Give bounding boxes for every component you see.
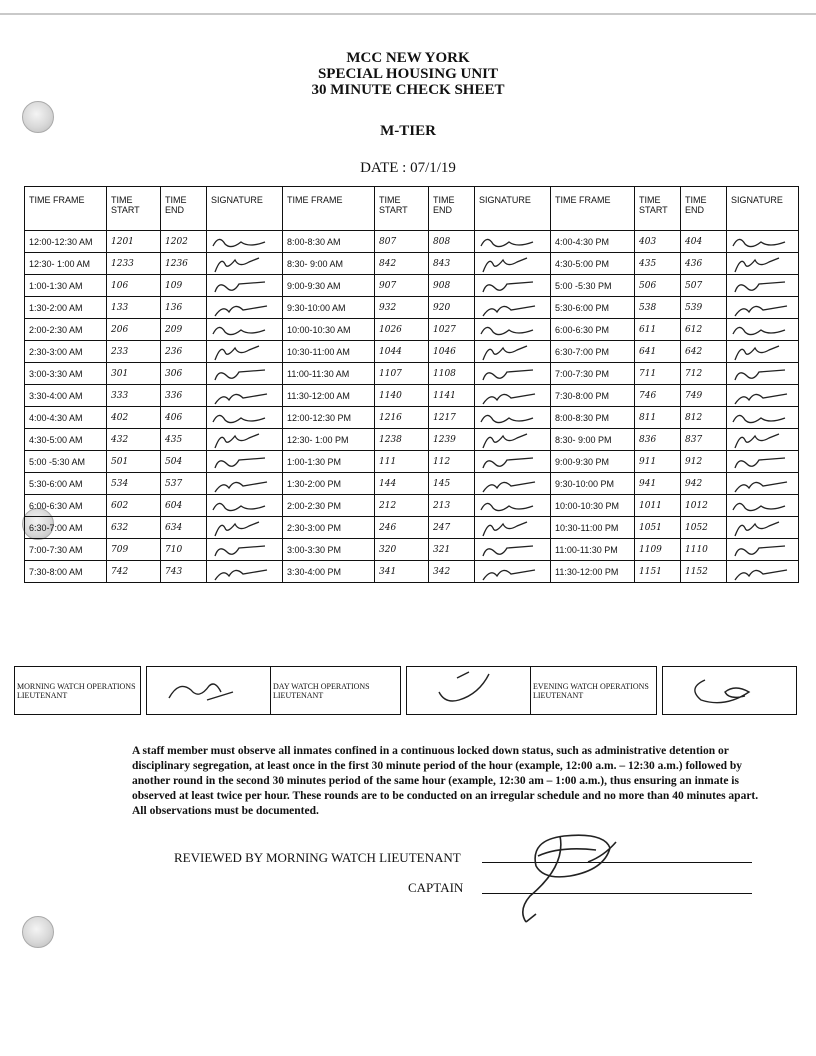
time-frame-cell: 4:30-5:00 AM <box>25 429 107 451</box>
time-end-cell[interactable]: 743 <box>161 561 207 583</box>
table-row <box>25 429 799 451</box>
signature-icon <box>477 298 541 318</box>
signature-cell[interactable] <box>727 495 799 517</box>
reviewed-by-label: REVIEWED BY MORNING WATCH LIEUTENANT <box>174 850 461 865</box>
signature-icon <box>477 232 541 252</box>
time-end-cell[interactable]: 604 <box>161 495 207 517</box>
punch-hole <box>22 916 54 948</box>
time-frame-cell: 12:00-12:30 PM <box>283 407 375 429</box>
time-start-cell[interactable]: 111 <box>375 451 429 473</box>
signature-cell[interactable] <box>727 561 799 583</box>
signature-icon <box>729 452 793 472</box>
col-time-end: TIME END <box>161 187 207 231</box>
time-start-cell[interactable]: 403 <box>635 231 681 253</box>
signature-cell[interactable] <box>475 341 551 363</box>
time-frame-cell: 7:00-7:30 PM <box>551 363 635 385</box>
table-row <box>25 319 799 341</box>
time-start-cell[interactable]: 1051 <box>635 517 681 539</box>
time-start-cell[interactable]: 711 <box>635 363 681 385</box>
signature-cell[interactable] <box>475 385 551 407</box>
time-end-cell[interactable]: 749 <box>681 385 727 407</box>
time-frame-cell: 5:30-6:00 AM <box>25 473 107 495</box>
time-end-cell[interactable]: 942 <box>681 473 727 495</box>
time-end-cell[interactable]: 710 <box>161 539 207 561</box>
time-start-cell[interactable]: 1109 <box>635 539 681 561</box>
col-signature: SIGNATURE <box>475 187 551 231</box>
time-end-cell[interactable]: 336 <box>161 385 207 407</box>
signature-icon <box>209 452 273 472</box>
time-start-cell[interactable]: 506 <box>635 275 681 297</box>
time-frame-cell: 8:30- 9:00 PM <box>551 429 635 451</box>
time-start-cell[interactable]: 907 <box>375 275 429 297</box>
time-start-cell[interactable]: 435 <box>635 253 681 275</box>
signature-cell[interactable] <box>207 363 283 385</box>
evening-watch-signature[interactable] <box>663 667 797 715</box>
time-end-cell[interactable]: 837 <box>681 429 727 451</box>
signature-cell[interactable] <box>207 341 283 363</box>
signature-icon <box>209 496 273 516</box>
table-row <box>25 297 799 319</box>
signature-cell[interactable] <box>727 539 799 561</box>
time-start-cell[interactable]: 1026 <box>375 319 429 341</box>
time-end-cell[interactable]: 920 <box>429 297 475 319</box>
table-row <box>25 561 799 583</box>
time-frame-cell: 3:30-4:00 AM <box>25 385 107 407</box>
signature-cell[interactable] <box>727 363 799 385</box>
time-start-cell[interactable]: 611 <box>635 319 681 341</box>
signature-icon <box>729 430 793 450</box>
time-start-cell[interactable]: 106 <box>107 275 161 297</box>
time-end-cell[interactable]: 1141 <box>429 385 475 407</box>
signature-cell[interactable] <box>207 539 283 561</box>
signature-icon <box>477 408 541 428</box>
table-row <box>25 253 799 275</box>
signature-cell[interactable] <box>727 385 799 407</box>
signature-cell[interactable] <box>475 253 551 275</box>
time-end-cell[interactable]: 539 <box>681 297 727 319</box>
time-start-cell[interactable]: 1140 <box>375 385 429 407</box>
signature-icon <box>729 298 793 318</box>
time-start-cell[interactable]: 233 <box>107 341 161 363</box>
signature-icon <box>209 408 273 428</box>
signature-icon <box>729 254 793 274</box>
sheet-date: DATE : 07/1/19 <box>360 160 456 176</box>
time-start-cell[interactable]: 1233 <box>107 253 161 275</box>
table-row <box>25 495 799 517</box>
signature-icon <box>149 672 259 708</box>
time-end-cell[interactable]: 908 <box>429 275 475 297</box>
signature-cell[interactable] <box>207 385 283 407</box>
operations-signoff <box>14 666 797 715</box>
table-row <box>25 363 799 385</box>
time-start-cell[interactable]: 641 <box>635 341 681 363</box>
time-start-cell[interactable]: 742 <box>107 561 161 583</box>
signature-icon <box>477 276 541 296</box>
table-row <box>25 451 799 473</box>
signature-cell[interactable] <box>475 561 551 583</box>
morning-watch-label: MORNING WATCH OPERATIONS LIEUTENANT <box>15 667 141 715</box>
time-start-cell[interactable]: 1216 <box>375 407 429 429</box>
time-frame-cell: 1:30-2:00 AM <box>25 297 107 319</box>
time-frame-cell: 11:30-12:00 AM <box>283 385 375 407</box>
col-time-start: TIME START <box>375 187 429 231</box>
signature-icon <box>729 408 793 428</box>
top-edge-line <box>0 13 816 15</box>
time-frame-cell: 9:30-10:00 PM <box>551 473 635 495</box>
tier-label: M-TIER <box>380 123 436 139</box>
time-end-cell[interactable]: 112 <box>429 451 475 473</box>
signature-cell[interactable] <box>207 231 283 253</box>
time-start-cell[interactable]: 1151 <box>635 561 681 583</box>
col-signature: SIGNATURE <box>727 187 799 231</box>
table-row <box>25 231 799 253</box>
time-end-cell[interactable]: 507 <box>681 275 727 297</box>
signature-icon <box>209 540 273 560</box>
time-end-cell[interactable]: 1046 <box>429 341 475 363</box>
time-start-cell[interactable]: 709 <box>107 539 161 561</box>
time-end-cell[interactable]: 1052 <box>681 517 727 539</box>
time-frame-cell: 2:30-3:00 AM <box>25 341 107 363</box>
signature-cell[interactable] <box>207 319 283 341</box>
signature-cell[interactable] <box>207 429 283 451</box>
table-row <box>25 341 799 363</box>
check-grid <box>24 186 799 583</box>
signature-icon <box>729 540 793 560</box>
signature-icon <box>209 320 273 340</box>
captain-signature-icon <box>500 826 650 930</box>
signature-icon <box>209 364 273 384</box>
time-end-cell[interactable]: 504 <box>161 451 207 473</box>
time-frame-cell: 8:30- 9:00 AM <box>283 253 375 275</box>
signature-cell[interactable] <box>727 407 799 429</box>
col-time-start: TIME START <box>107 187 161 231</box>
day-watch-label: DAY WATCH OPERATIONS LIEUTENANT <box>271 667 401 715</box>
time-end-cell[interactable]: 1110 <box>681 539 727 561</box>
time-frame-cell: 2:30-3:00 PM <box>283 517 375 539</box>
time-start-cell[interactable]: 212 <box>375 495 429 517</box>
table-row <box>25 275 799 297</box>
time-frame-cell: 11:30-12:00 PM <box>551 561 635 583</box>
time-start-cell[interactable]: 534 <box>107 473 161 495</box>
signature-icon <box>729 474 793 494</box>
signature-cell[interactable] <box>207 297 283 319</box>
time-end-cell[interactable]: 612 <box>681 319 727 341</box>
time-end-cell[interactable]: 712 <box>681 363 727 385</box>
time-frame-cell: 12:30- 1:00 AM <box>25 253 107 275</box>
signature-cell[interactable] <box>475 451 551 473</box>
time-frame-cell: 9:30-10:00 AM <box>283 297 375 319</box>
time-end-cell[interactable]: 1239 <box>429 429 475 451</box>
signature-icon <box>665 670 785 710</box>
signature-cell[interactable] <box>727 253 799 275</box>
signature-cell[interactable] <box>207 495 283 517</box>
signature-icon <box>209 298 273 318</box>
time-frame-cell: 7:30-8:00 PM <box>551 385 635 407</box>
time-frame-cell: 7:00-7:30 AM <box>25 539 107 561</box>
signature-cell[interactable] <box>207 561 283 583</box>
col-time-frame: TIME FRAME <box>551 187 635 231</box>
time-start-cell[interactable]: 746 <box>635 385 681 407</box>
time-end-cell[interactable]: 436 <box>681 253 727 275</box>
time-frame-cell: 10:30-11:00 AM <box>283 341 375 363</box>
unit-name: SPECIAL HOUSING UNIT <box>317 66 499 82</box>
time-end-cell[interactable]: 342 <box>429 561 475 583</box>
time-start-cell[interactable]: 144 <box>375 473 429 495</box>
signature-cell[interactable] <box>475 231 551 253</box>
time-start-cell[interactable]: 333 <box>107 385 161 407</box>
time-frame-cell: 8:00-8:30 PM <box>551 407 635 429</box>
signature-cell[interactable] <box>475 429 551 451</box>
time-frame-cell: 12:30- 1:00 PM <box>283 429 375 451</box>
morning-watch-signature[interactable] <box>147 667 271 715</box>
col-time-start: TIME START <box>635 187 681 231</box>
time-start-cell[interactable]: 1201 <box>107 231 161 253</box>
signature-cell[interactable] <box>207 517 283 539</box>
time-frame-cell: 6:00-6:30 AM <box>25 495 107 517</box>
signature-icon <box>209 474 273 494</box>
time-end-cell[interactable]: 812 <box>681 407 727 429</box>
signature-icon <box>729 342 793 362</box>
captain-label: CAPTAIN <box>408 880 464 895</box>
col-signature: SIGNATURE <box>207 187 283 231</box>
signature-cell[interactable] <box>475 297 551 319</box>
time-end-cell[interactable]: 136 <box>161 297 207 319</box>
time-frame-cell: 10:00-10:30 PM <box>551 495 635 517</box>
time-start-cell[interactable]: 1011 <box>635 495 681 517</box>
time-frame-cell: 11:00-11:30 AM <box>283 363 375 385</box>
time-frame-cell: 10:00-10:30 AM <box>283 319 375 341</box>
signature-icon <box>477 364 541 384</box>
signature-cell[interactable] <box>475 539 551 561</box>
signature-cell[interactable] <box>727 429 799 451</box>
time-frame-cell: 1:30-2:00 PM <box>283 473 375 495</box>
time-frame-cell: 12:00-12:30 AM <box>25 231 107 253</box>
col-time-end: TIME END <box>681 187 727 231</box>
day-watch-signature[interactable] <box>407 667 531 715</box>
time-start-cell[interactable]: 538 <box>635 297 681 319</box>
signature-cell[interactable] <box>207 407 283 429</box>
grid-header-row <box>25 187 799 231</box>
signature-cell[interactable] <box>207 275 283 297</box>
signature-icon <box>409 670 519 710</box>
time-end-cell[interactable]: 634 <box>161 517 207 539</box>
signature-icon <box>209 276 273 296</box>
signature-icon <box>477 496 541 516</box>
time-start-cell[interactable]: 1238 <box>375 429 429 451</box>
time-frame-cell: 2:00-2:30 AM <box>25 319 107 341</box>
signature-icon <box>477 562 541 582</box>
signature-icon <box>209 254 273 274</box>
time-start-cell[interactable]: 941 <box>635 473 681 495</box>
time-frame-cell: 4:00-4:30 PM <box>551 231 635 253</box>
time-start-cell[interactable]: 246 <box>375 517 429 539</box>
time-frame-cell: 8:00-8:30 AM <box>283 231 375 253</box>
sheet-title: 30 MINUTE CHECK SHEET <box>311 82 505 98</box>
table-row <box>25 407 799 429</box>
time-start-cell[interactable]: 602 <box>107 495 161 517</box>
time-frame-cell: 9:00-9:30 AM <box>283 275 375 297</box>
table-row <box>25 385 799 407</box>
signature-cell[interactable] <box>727 341 799 363</box>
time-end-cell[interactable]: 843 <box>429 253 475 275</box>
signature-icon <box>209 386 273 406</box>
time-frame-cell: 3:00-3:30 AM <box>25 363 107 385</box>
col-time-end: TIME END <box>429 187 475 231</box>
time-end-cell[interactable]: 1236 <box>161 253 207 275</box>
time-end-cell[interactable]: 321 <box>429 539 475 561</box>
time-end-cell[interactable]: 306 <box>161 363 207 385</box>
time-frame-cell: 1:00-1:30 AM <box>25 275 107 297</box>
signature-icon <box>729 276 793 296</box>
time-start-cell[interactable]: 932 <box>375 297 429 319</box>
time-frame-cell: 3:30-4:00 PM <box>283 561 375 583</box>
signature-icon <box>209 342 273 362</box>
time-end-cell[interactable]: 247 <box>429 517 475 539</box>
time-end-cell[interactable]: 404 <box>681 231 727 253</box>
signature-icon <box>209 232 273 252</box>
time-frame-cell: 7:30-8:00 AM <box>25 561 107 583</box>
time-start-cell[interactable]: 836 <box>635 429 681 451</box>
time-start-cell[interactable]: 501 <box>107 451 161 473</box>
time-end-cell[interactable]: 145 <box>429 473 475 495</box>
signature-cell[interactable] <box>727 451 799 473</box>
facility-name: MCC NEW YORK <box>346 50 470 66</box>
time-end-cell[interactable]: 808 <box>429 231 475 253</box>
signature-icon <box>729 320 793 340</box>
time-end-cell[interactable]: 1012 <box>681 495 727 517</box>
signature-cell[interactable] <box>475 495 551 517</box>
time-end-cell[interactable]: 435 <box>161 429 207 451</box>
signature-icon <box>477 342 541 362</box>
time-end-cell[interactable]: 406 <box>161 407 207 429</box>
time-frame-cell: 11:00-11:30 PM <box>551 539 635 561</box>
time-frame-cell: 9:00-9:30 PM <box>551 451 635 473</box>
time-start-cell[interactable]: 133 <box>107 297 161 319</box>
time-frame-cell: 5:00 -5:30 PM <box>551 275 635 297</box>
signature-icon <box>729 562 793 582</box>
signature-icon <box>729 518 793 538</box>
time-start-cell[interactable]: 432 <box>107 429 161 451</box>
signature-icon <box>477 254 541 274</box>
signature-cell[interactable] <box>727 231 799 253</box>
time-frame-cell: 3:00-3:30 PM <box>283 539 375 561</box>
signature-cell[interactable] <box>207 451 283 473</box>
time-frame-cell: 1:00-1:30 PM <box>283 451 375 473</box>
signature-icon <box>209 518 273 538</box>
signature-cell[interactable] <box>727 275 799 297</box>
signature-cell[interactable] <box>727 473 799 495</box>
signature-icon <box>729 496 793 516</box>
table-row <box>25 539 799 561</box>
signature-cell[interactable] <box>727 297 799 319</box>
time-start-cell[interactable]: 206 <box>107 319 161 341</box>
time-end-cell[interactable]: 912 <box>681 451 727 473</box>
signature-cell[interactable] <box>207 253 283 275</box>
time-frame-cell: 4:00-4:30 AM <box>25 407 107 429</box>
time-end-cell[interactable]: 209 <box>161 319 207 341</box>
signature-icon <box>477 518 541 538</box>
col-time-frame: TIME FRAME <box>25 187 107 231</box>
signature-icon <box>477 430 541 450</box>
time-start-cell[interactable]: 341 <box>375 561 429 583</box>
signature-icon <box>477 540 541 560</box>
signature-cell[interactable] <box>475 517 551 539</box>
time-frame-cell: 4:30-5:00 PM <box>551 253 635 275</box>
signature-icon <box>209 430 273 450</box>
time-end-cell[interactable]: 109 <box>161 275 207 297</box>
signature-icon <box>729 232 793 252</box>
time-start-cell[interactable]: 320 <box>375 539 429 561</box>
time-start-cell[interactable]: 1044 <box>375 341 429 363</box>
col-time-frame: TIME FRAME <box>283 187 375 231</box>
time-start-cell[interactable]: 811 <box>635 407 681 429</box>
signature-icon <box>729 364 793 384</box>
signature-cell[interactable] <box>475 275 551 297</box>
signature-icon <box>729 386 793 406</box>
signature-cell[interactable] <box>475 473 551 495</box>
time-start-cell[interactable]: 632 <box>107 517 161 539</box>
time-end-cell[interactable]: 1202 <box>161 231 207 253</box>
time-end-cell[interactable]: 1152 <box>681 561 727 583</box>
signature-icon <box>477 320 541 340</box>
time-frame-cell: 10:30-11:00 PM <box>551 517 635 539</box>
signature-icon <box>477 386 541 406</box>
table-row <box>25 473 799 495</box>
time-frame-cell: 6:30-7:00 PM <box>551 341 635 363</box>
signature-cell[interactable] <box>727 319 799 341</box>
signature-cell[interactable] <box>475 407 551 429</box>
time-frame-cell: 5:30-6:00 PM <box>551 297 635 319</box>
signature-icon <box>209 562 273 582</box>
time-end-cell[interactable]: 236 <box>161 341 207 363</box>
time-end-cell[interactable]: 537 <box>161 473 207 495</box>
time-end-cell[interactable]: 1108 <box>429 363 475 385</box>
table-row <box>25 517 799 539</box>
time-frame-cell: 6:30-7:00 AM <box>25 517 107 539</box>
signature-cell[interactable] <box>207 473 283 495</box>
grid-body <box>25 231 799 583</box>
time-start-cell[interactable]: 807 <box>375 231 429 253</box>
time-frame-cell: 6:00-6:30 PM <box>551 319 635 341</box>
signature-icon <box>477 474 541 494</box>
signature-cell[interactable] <box>727 517 799 539</box>
evening-watch-label: EVENING WATCH OPERATIONS LIEUTENANT <box>531 667 657 715</box>
time-end-cell[interactable]: 1027 <box>429 319 475 341</box>
time-end-cell[interactable]: 1217 <box>429 407 475 429</box>
time-start-cell[interactable]: 1107 <box>375 363 429 385</box>
time-frame-cell: 5:00 -5:30 AM <box>25 451 107 473</box>
time-end-cell[interactable]: 642 <box>681 341 727 363</box>
time-start-cell[interactable]: 301 <box>107 363 161 385</box>
time-start-cell[interactable]: 911 <box>635 451 681 473</box>
policy-notice: A staff member must observe all inmates confined in a continuous locked down status, such as administrative detention or disciplinary segregation, at least once in the first 30 minute period of the hour (example, 12:00 a.m. – 12:30 a.m.) followed by another round in the second 30 minutes period of the same hour (example, 12:30 am – 1:00 a.m.), thus ensuring an inmate is observed at least twice per hour. These rounds are to be conducted on an irregular schedule and no more than 40 minutes apart. All observations must be documented. <box>132 745 759 817</box>
signature-icon <box>477 452 541 472</box>
time-frame-cell: 2:00-2:30 PM <box>283 495 375 517</box>
signature-cell[interactable] <box>475 319 551 341</box>
time-end-cell[interactable]: 213 <box>429 495 475 517</box>
time-start-cell[interactable]: 402 <box>107 407 161 429</box>
signature-cell[interactable] <box>475 363 551 385</box>
time-start-cell[interactable]: 842 <box>375 253 429 275</box>
